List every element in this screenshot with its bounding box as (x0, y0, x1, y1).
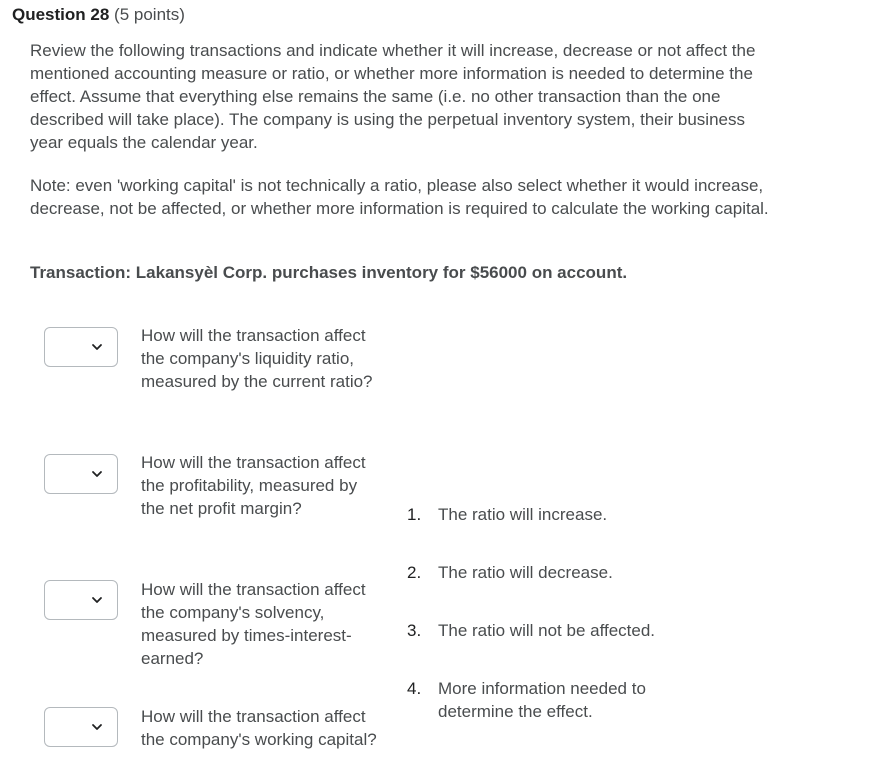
option-text: The ratio will decrease. (438, 563, 613, 582)
answer-select-3[interactable] (44, 580, 118, 620)
note-paragraph: Note: even 'working capital' is not technically a ratio, please also select whether it would increase, decrease, not be affected, or whether more information is required to calculate the working capital. (30, 176, 769, 218)
prompt-times-interest-earned: How will the transaction affect the company's solvency, measured by times-interest-earned? (141, 580, 366, 668)
answer-select-4[interactable] (44, 707, 118, 747)
option-text: The ratio will not be affected. (438, 621, 656, 640)
question-header (12, 4, 185, 26)
prompt-net-profit-margin: How will the transaction affect the profitability, measured by the net profit margin? (141, 453, 366, 518)
chevron-down-icon (91, 341, 103, 353)
option-number: 3. (407, 621, 422, 640)
option-text: More information needed to determine the effect. (438, 679, 646, 721)
chevron-down-icon (91, 721, 103, 733)
option-text: The ratio will increase. (438, 505, 608, 524)
option-number: 4. (407, 679, 422, 698)
option-number: 2. (407, 563, 422, 582)
chevron-down-icon (91, 594, 103, 606)
option-number: 1. (407, 505, 422, 524)
question-points: (5 points) (114, 5, 185, 24)
prompt-working-capital: How will the transaction affect the company's working capital? (141, 707, 377, 749)
instructions-paragraph: Review the following transactions and indicate whether it will increase, decrease or not affect the mentioned accounting measure or ratio, or whether more information is needed to determine the effect. Assume that everything else remains the same (i.e. no other transaction than the one described will take place). The company is using the perpetual inventory system, their business year equals the calendar year. (30, 41, 756, 152)
prompt-current-ratio: How will the transaction affect the company's liquidity ratio, measured by the current ratio? (141, 326, 373, 391)
answer-select-2[interactable] (44, 454, 118, 494)
transaction-text: Transaction: Lakansyèl Corp. purchases inventory for $56000 on account. (30, 263, 628, 282)
chevron-down-icon (91, 468, 103, 480)
question-title: Question 28 (12, 5, 110, 24)
answer-select-1[interactable] (44, 327, 118, 367)
